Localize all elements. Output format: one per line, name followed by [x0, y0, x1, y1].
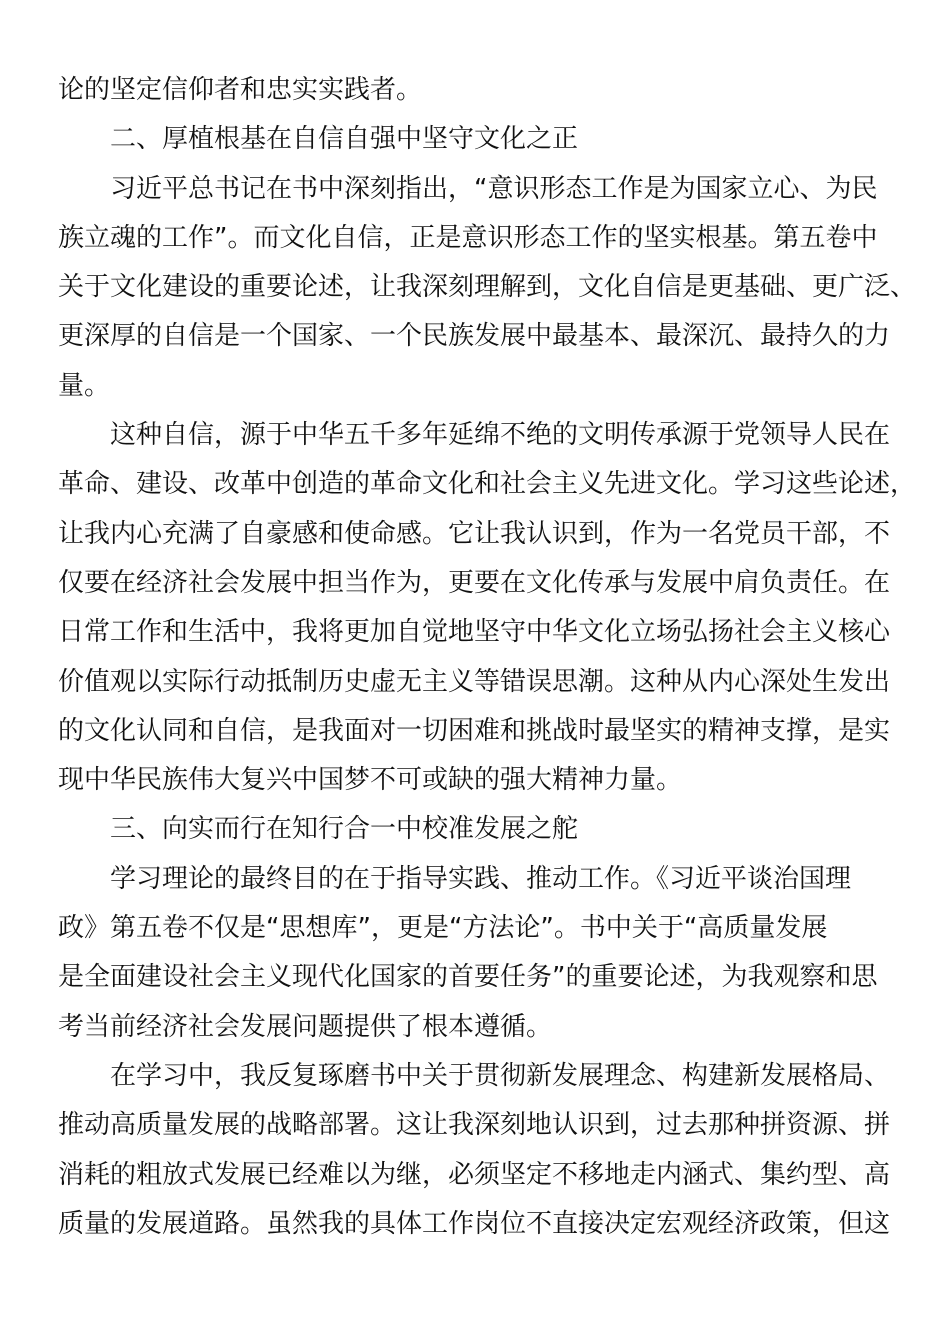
heading-text: 二、厚植根基在自信自强中坚守文化之正 — [110, 124, 579, 155]
text-line: 推动高质量发展的战略部署。这让我深刻地认识到，过去那种拼资源、拼 — [58, 1110, 891, 1141]
text-line: 现中华民族伟大复兴中国梦不可或缺的强大精神力量。 — [58, 765, 683, 796]
text-line: 消耗的粗放式发展已经难以为继，必须坚定不移地走内涵式、集约型、高 — [58, 1159, 891, 1190]
section-heading-2 — [58, 115, 896, 164]
paragraph-continuation — [58, 66, 896, 115]
text-line: 政》第五卷不仅是“思想库”，更是“方法论”。书中关于“高质量发展 — [58, 913, 828, 944]
text-line: 论的坚定信仰者和忠实实践者。 — [58, 75, 423, 105]
text-line: 质量的发展道路。虽然我的具体工作岗位不直接决定宏观经济政策，但这 — [58, 1208, 891, 1239]
text-line: 在学习中，我反复琢磨书中关于贯彻新发展理念、构建新发展格局、 — [110, 1060, 891, 1091]
text-line: 是全面建设社会主义现代化国家的首要任务”的重要论述，为我观察和思 — [58, 962, 878, 993]
text-line: 让我内心充满了自豪感和使命感。它让我认识到，作为一名党员干部，不 — [58, 518, 891, 549]
text-line: 考当前经济社会发展问题提供了根本遵循。 — [58, 1011, 553, 1042]
text-line: 价值观以实际行动抵制历史虚无主义等错误思潮。这种从内心深处生发出 — [58, 666, 891, 697]
heading-text: 三、向实而行在知行合一中校准发展之舵 — [110, 814, 579, 845]
text-line: 关于文化建设的重要论述，让我深刻理解到，文化自信是更基础、更广泛、 — [58, 272, 917, 303]
paragraph-ideology — [58, 165, 917, 411]
text-line: 族立魂的工作”。而文化自信，正是意识形态工作的坚实根基。第五卷中 — [58, 222, 878, 253]
text-line: 学习理论的最终目的在于指导实践、推动工作。《习近平谈治国理 — [110, 863, 852, 894]
text-line: 日常工作和生活中，我将更加自觉地坚守中华文化立场弘扬社会主义核心 — [58, 617, 891, 648]
text-line: 更深厚的自信是一个国家、一个民族发展中最基本、最深沉、最持久的力 — [58, 321, 891, 352]
section-heading-3 — [58, 805, 896, 854]
text-line: 习近平总书记在书中深刻指出，“意识形态工作是为国家立心、为民 — [110, 173, 878, 204]
paragraph-development — [58, 1052, 896, 1249]
text-line: 仅要在经济社会发展中担当作为，更要在文化传承与发展中肩负责任。在 — [58, 567, 891, 598]
paragraph-theory-practice — [58, 855, 896, 1052]
text-line: 量。 — [58, 370, 111, 401]
document-page — [58, 66, 917, 1249]
text-line: 革命、建设、改革中创造的革命文化和社会主义先进文化。学习这些论述， — [58, 469, 917, 500]
paragraph-confidence — [58, 411, 917, 805]
text-line: 的文化认同和自信，是我面对一切困难和挑战时最坚实的精神支撑，是实 — [58, 715, 891, 746]
text-line: 这种自信，源于中华五千多年延绵不绝的文明传承源于党领导人民在 — [110, 420, 891, 451]
